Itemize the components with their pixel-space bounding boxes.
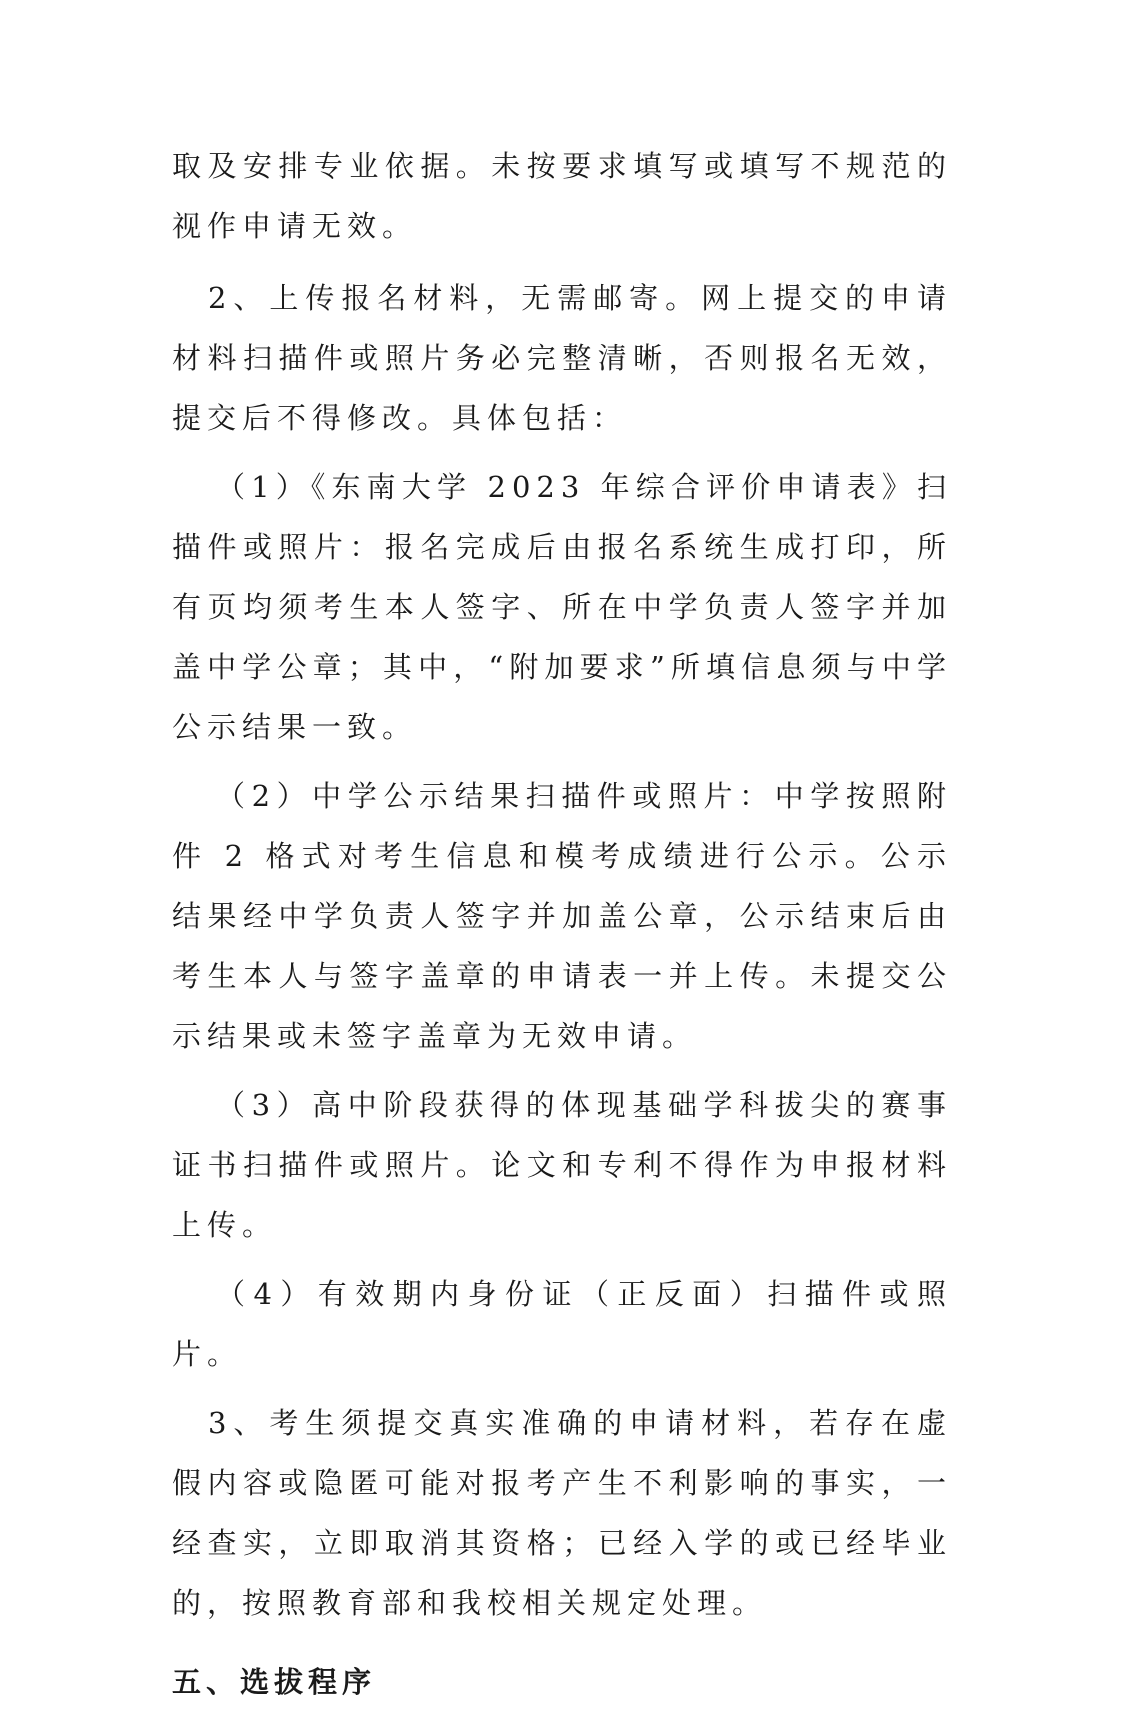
- section-heading: 五、选拔程序: [172, 1665, 377, 1699]
- paragraph-subitem-4: （4）有效期内身份证（正反面）扫描件或照片。: [172, 1277, 952, 1371]
- paragraph-item-2: 2、上传报名材料，无需邮寄。网上提交的申请材料扫描件或照片务必完整清晰，否则报名无效，提交后不得修改。具体包括：: [172, 281, 952, 435]
- document-body: [172, 136, 952, 1712]
- paragraph-continuation: 取及安排专业依据。未按要求填写或填写不规范的视作申请无效。: [172, 149, 952, 243]
- paragraph-subitem-3: （3）高中阶段获得的体现基础学科拔尖的赛事证书扫描件或照片。论文和专利不得作为申报材料上传。: [172, 1088, 952, 1242]
- paragraph-item-3: 3、考生须提交真实准确的申请材料，若存在虚假内容或隐匿可能对报考产生不利影响的事实，一经查实，立即取消其资格；已经入学的或已经毕业的，按照教育部和我校相关规定处理。: [172, 1406, 952, 1620]
- paragraph-subitem-1: （1）《东南大学 2023 年综合评价申请表》扫描件或照片：报名完成后由报名系统生成打印，所有页均须考生本人签字、所在中学负责人签字并加盖中学公章；其中，“附加要求”所填信息须与中学公示结果一致。: [172, 470, 952, 744]
- paragraph-subitem-2: （2）中学公示结果扫描件或照片：中学按照附件 2 格式对考生信息和模考成绩进行公示。公示结果经中学负责人签字并加盖公章，公示结束后由考生本人与签字盖章的申请表一并上传。未提交公示结果或未签字盖章为无效申请。: [172, 779, 952, 1053]
